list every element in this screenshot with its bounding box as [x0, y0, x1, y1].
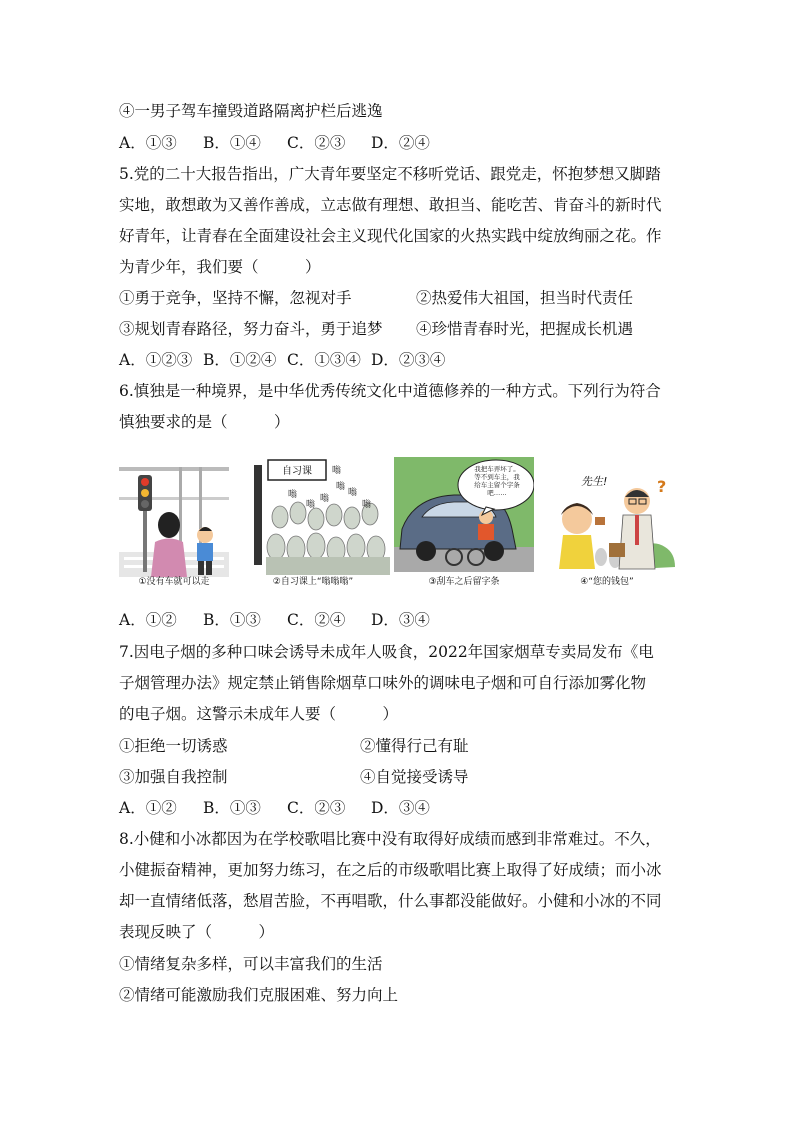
q4-option-d: D．②④: [371, 134, 430, 152]
q5-stem-line-4: 为青少年，我们要（ ）: [119, 258, 321, 276]
comic-caption-4: ④“您的钱包”: [580, 577, 634, 587]
q7-option-a: A．①②: [119, 799, 177, 817]
shout-text: 先生!: [581, 475, 608, 488]
comic-caption-3: ③刮车之后留字条: [428, 577, 500, 587]
q7-option-b: B．①③: [203, 799, 261, 817]
q7-item-3: ③加强自我控制: [119, 768, 228, 786]
q5-option-a: A．①②③: [119, 351, 193, 369]
note-speech-bubble: 我把车弄坏了。 等不到车主，我 给车主留个字条 吧……: [474, 465, 520, 497]
comic-caption-1: ①没有车就可以走: [138, 577, 210, 587]
q6-option-a: A．①②: [119, 611, 177, 629]
q8-item-2: ②情绪可能激励我们克服困难、努力向上: [119, 986, 399, 1004]
q7-stem-line-3: 的电子烟。这警示未成年人要（ ）: [119, 705, 399, 723]
q7-item-1: ①拒绝一切诱惑: [119, 737, 228, 755]
q6-option-b: B．①③: [203, 611, 261, 629]
q5-item-3: ③规划青春路径，努力奋斗，勇于追梦: [119, 320, 383, 338]
traffic-light-illustration: [119, 457, 229, 589]
comic-panel-2: [236, 457, 390, 589]
q8-stem-line-2: 小健振奋精神，更加努力练习，在之后的市级歌唱比赛上取得了好成绩；而小冰: [119, 861, 662, 879]
comic-caption-2: ②自习课上“嗡嗡嗡”: [272, 577, 354, 587]
q6-option-c: C．②④: [287, 611, 346, 629]
q4-option-a: A．①③: [119, 134, 177, 152]
q5-stem-line-1: 5.党的二十大报告指出，广大青年要坚定不移听党话、跟党走，怀抱梦想又脚踏: [119, 165, 661, 183]
q7-option-c: C．②③: [287, 799, 346, 817]
q7-item-4: ④自觉接受诱导: [360, 768, 469, 786]
comic-panel-3: [394, 457, 534, 589]
q5-option-d: D．②③④: [371, 351, 446, 369]
noise-text: 嗡 嗡 嗡 嗡 嗡 嗡 嗡: [288, 466, 372, 510]
q8-stem-line-1: 8.小健和小冰都因为在学校歌唱比赛中没有取得好成绩而感到非常难过。不久，: [119, 830, 661, 848]
comic-panel-1: [119, 457, 229, 589]
question-mark: ?: [657, 477, 667, 496]
q8-item-1: ①情绪复杂多样，可以丰富我们的生活: [119, 955, 383, 973]
q7-option-d: D．③④: [371, 799, 430, 817]
q4-option-c: C．②③: [287, 134, 346, 152]
self-study-sign: 自习课: [282, 466, 312, 477]
q5-item-4: ④珍惜青春时光，把握成长机遇: [416, 320, 634, 338]
q6-stem-line-1: 6.慎独是一种境界，是中华优秀传统文化中道德修养的一种方式。下列行为符合: [119, 382, 661, 400]
q5-stem-line-3: 好青年，让青春在全面建设社会主义现代化国家的火热实践中绽放绚丽之花。作: [119, 227, 662, 245]
q7-item-2: ②懂得行己有耻: [360, 737, 469, 755]
q4-item-4: ④一男子驾车撞毁道路隔离护栏后逃逸: [119, 102, 383, 120]
q4-option-b: B．①④: [203, 134, 261, 152]
q5-stem-line-2: 实地，敢想敢为又善作善成，立志做有理想、敢担当、能吃苦、肯奋斗的新时代: [119, 196, 662, 214]
q8-stem-line-4: 表现反映了（ ）: [119, 923, 275, 941]
q8-stem-line-3: 却一直情绪低落，愁眉苦脸，不再唱歌，什么事都没能做好。小健和小冰的不同: [119, 892, 662, 910]
q7-stem-line-1: 7.因电子烟的多种口味会诱导未成年人吸食，2022年国家烟草专卖局发布《电: [119, 643, 654, 661]
q5-option-c: C．①③④: [287, 351, 361, 369]
q7-stem-line-2: 子烟管理办法》规定禁止销售除烟草口味外的调味电子烟和可自行添加雾化物: [119, 674, 647, 692]
comic-panel-4: [539, 457, 675, 589]
q6-option-d: D．③④: [371, 611, 430, 629]
q5-item-1: ①勇于竞争，坚持不懈，忽视对手: [119, 289, 352, 307]
q5-item-2: ②热爱伟大祖国，担当时代责任: [416, 289, 634, 307]
q6-stem-line-2: 慎独要求的是（ ）: [119, 413, 290, 431]
q5-option-b: B．①②④: [203, 351, 277, 369]
